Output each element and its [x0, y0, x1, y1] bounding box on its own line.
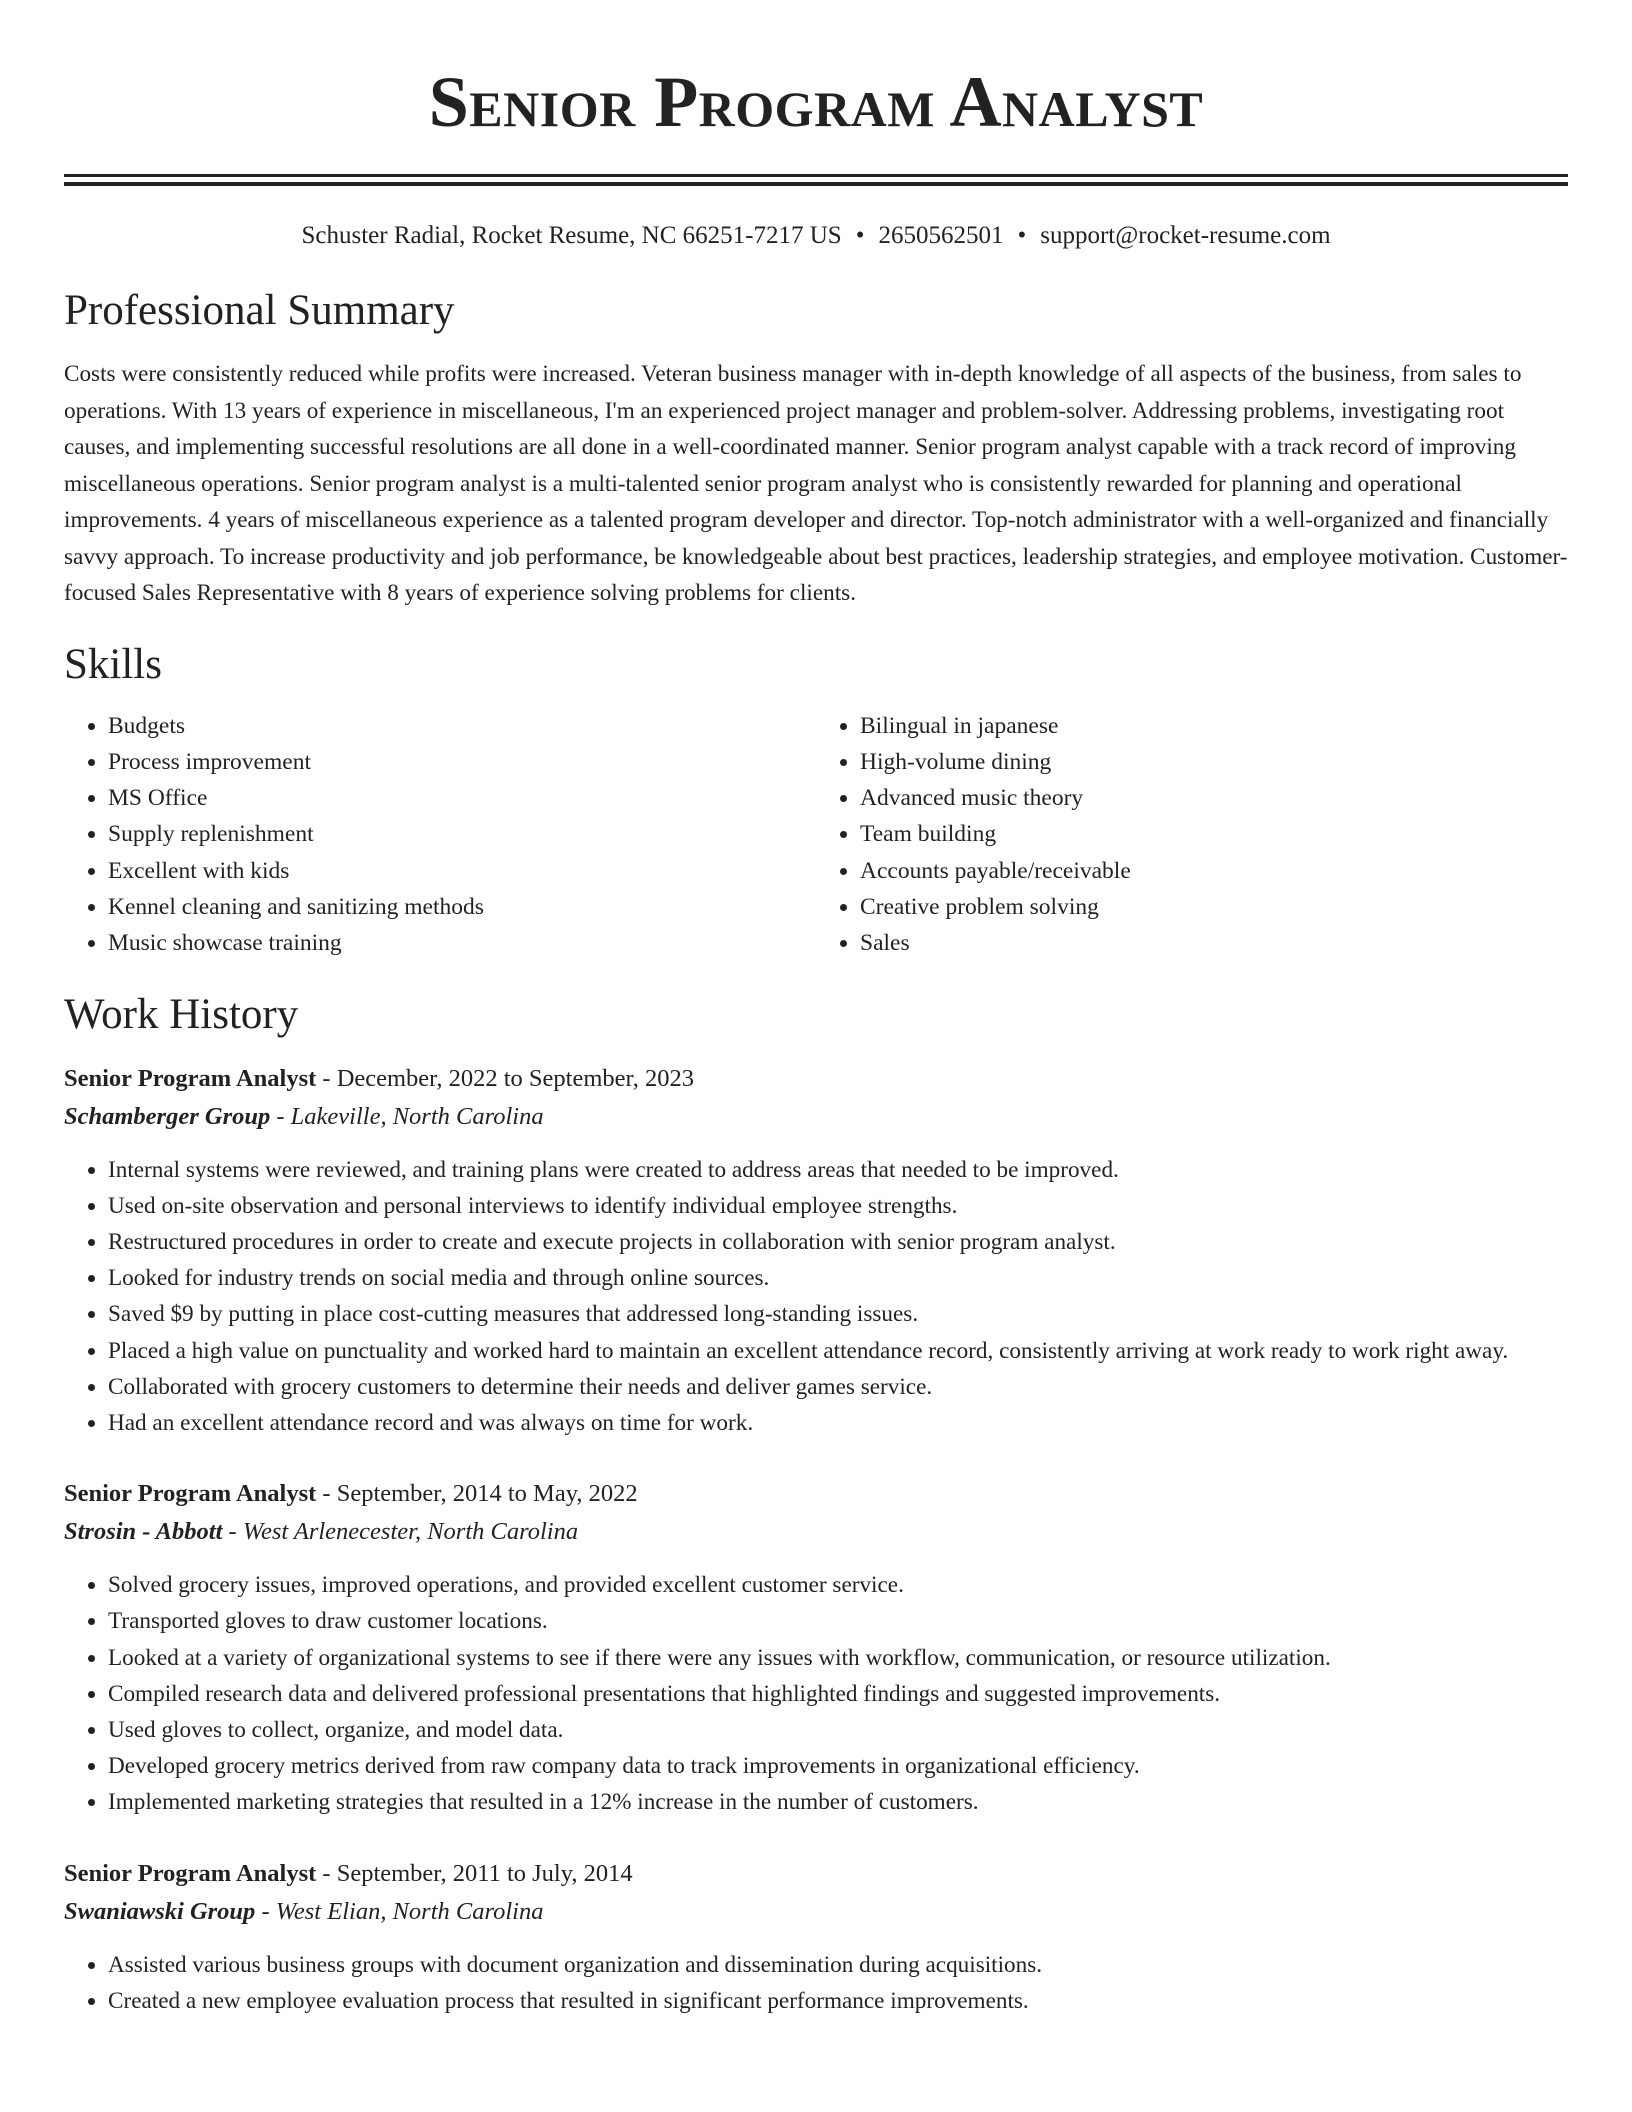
skill-item: • Sales — [860, 925, 1568, 961]
skills-heading: Skills — [64, 640, 162, 688]
skill-item: • Budgets — [108, 708, 816, 744]
job-bullet: • Placed a high value on punctuality and worked hard to maintain an excellent attendance record, consistently arriving at work ready to work right away. — [108, 1333, 1568, 1369]
job-bullets — [64, 1567, 1568, 1820]
contact-line — [64, 220, 1568, 252]
job-location: Lakeville, North Carolina — [290, 1102, 544, 1130]
job-dates: December, 2022 to September, 2023 — [336, 1064, 694, 1092]
job-bullet: • Saved $9 by putting in place cost-cutting measures that addressed long-standing issues. — [108, 1296, 1568, 1332]
job-entry — [64, 1855, 1568, 2019]
job-bullet: • Had an excellent attendance record and was always on time for work. — [108, 1405, 1568, 1441]
skill-item: • Supply replenishment — [108, 816, 816, 852]
job-bullet: • Used gloves to collect, organize, and model data. — [108, 1712, 1568, 1748]
contact-email: support@rocket-resume.com — [1040, 222, 1331, 249]
job-bullet: • Compiled research data and delivered professional presentations that highlighted findings and suggested improvements. — [108, 1676, 1568, 1712]
job-company-line: Schamberger Group - Lakeville, North Carolina — [64, 1102, 544, 1130]
job-bullet: • Transported gloves to draw customer locations. — [108, 1603, 1568, 1639]
job-dates: September, 2011 to July, 2014 — [336, 1859, 633, 1887]
contact-separator: • — [1017, 222, 1027, 249]
job-role: Senior Program Analyst — [64, 1064, 317, 1092]
job-bullet: • Developed grocery metrics derived from raw company data to track improvements in organizational efficiency. — [108, 1748, 1568, 1784]
job-bullet: • Internal systems were reviewed, and training plans were created to address areas that needed to be improved. — [108, 1152, 1568, 1188]
job-bullet: • Solved grocery issues, improved operations, and provided excellent customer service. — [108, 1567, 1568, 1603]
job-bullets — [64, 1152, 1568, 1442]
skill-item: • Kennel cleaning and sanitizing methods — [108, 889, 816, 925]
contact-address: Schuster Radial, Rocket Resume, NC 66251-7217 US — [301, 222, 842, 249]
job-role: Senior Program Analyst — [64, 1480, 317, 1508]
job-role: Senior Program Analyst — [64, 1859, 317, 1887]
contact-phone: 2650562501 — [878, 222, 1004, 249]
skills-column-right — [816, 708, 1568, 962]
job-bullet: • Looked for industry trends on social media and through online sources. — [108, 1260, 1568, 1296]
skill-item: • Bilingual in japanese — [860, 708, 1568, 744]
job-location: West Elian, North Carolina — [275, 1897, 544, 1925]
job-title-line: Senior Program Analyst - December, 2022 to September, 2023 — [64, 1064, 694, 1092]
skill-item: • Team building — [860, 816, 1568, 852]
title-rule-top — [64, 174, 1568, 177]
skill-item: • Accounts payable/receivable — [860, 853, 1568, 889]
job-bullet: • Created a new employee evaluation process that resulted in significant performance improvements. — [108, 1983, 1568, 2019]
job-company-line: Strosin - Abbott - West Arlenecester, North Carolina — [64, 1518, 579, 1546]
resume-title: Senior Program Analyst — [428, 62, 1204, 142]
job-entry — [64, 1475, 1568, 1820]
skill-item: • Advanced music theory — [860, 780, 1568, 816]
job-title-line: Senior Program Analyst - September, 2014 to May, 2022 — [64, 1480, 638, 1508]
skill-item: • Process improvement — [108, 744, 816, 780]
contact-separator: • — [855, 222, 865, 249]
job-entry — [64, 1060, 1568, 1442]
job-bullet: • Collaborated with grocery customers to determine their needs and deliver games service. — [108, 1369, 1568, 1405]
job-bullet: • Implemented marketing strategies that resulted in a 12% increase in the number of customers. — [108, 1784, 1568, 1820]
job-dates: September, 2014 to May, 2022 — [336, 1480, 638, 1508]
skill-item: • MS Office — [108, 780, 816, 816]
job-title-line: Senior Program Analyst - September, 2011 to July, 2014 — [64, 1859, 633, 1887]
skills-list — [64, 708, 1568, 962]
work-history-heading: Work History — [64, 990, 299, 1038]
summary-heading: Professional Summary — [64, 287, 455, 334]
skill-item: • High-volume dining — [860, 744, 1568, 780]
job-company: Schamberger Group — [64, 1102, 271, 1130]
job-company: Swaniawski Group — [64, 1897, 256, 1925]
job-bullet: • Used on-site observation and personal interviews to identify individual employee strengths. — [108, 1188, 1568, 1224]
job-bullets — [64, 1947, 1568, 2019]
skill-item: • Creative problem solving — [860, 889, 1568, 925]
job-bullet: • Looked at a variety of organizational systems to see if there were any issues with workflow, communication, or resource utilization. — [108, 1640, 1568, 1676]
summary-text: Costs were consistently reduced while profits were increased. Veteran business manager with in-depth knowledge of all aspects of the business, from sales to operations. With 13 years of experience in miscellaneous, I'm an experienced project manager and problem-solver. Addressing problems, investigating root causes, and implementing successful resolutions are all done in a well-coordinated manner. Senior program analyst capable with a track record of improving miscellaneous operations. Senior program analyst is a multi-talented senior program analyst who is consistently rewarded for planning and operational improvements. 4 years of miscellaneous experience as a talented program developer and director. Top-notch administrator with a well-organized and financially savvy approach. To increase productivity and job performance, be knowledgeable about best practices, leadership strategies, and employee motivation. Customer-focused Sales Representative with 8 years of experience solving problems for clients. — [64, 361, 1568, 606]
job-location: West Arlenecester, North Carolina — [242, 1518, 579, 1546]
job-company: Strosin - Abbott — [64, 1518, 223, 1546]
skill-item: • Music showcase training — [108, 925, 816, 961]
title-rule-bottom — [64, 182, 1568, 186]
job-bullet: • Restructured procedures in order to create and execute projects in collaboration with senior program analyst. — [108, 1224, 1568, 1260]
job-company-line: Swaniawski Group - West Elian, North Carolina — [64, 1897, 544, 1925]
skill-item: • Excellent with kids — [108, 853, 816, 889]
skills-column-left — [64, 708, 816, 962]
job-bullet: • Assisted various business groups with document organization and dissemination during acquisitions. — [108, 1947, 1568, 1983]
